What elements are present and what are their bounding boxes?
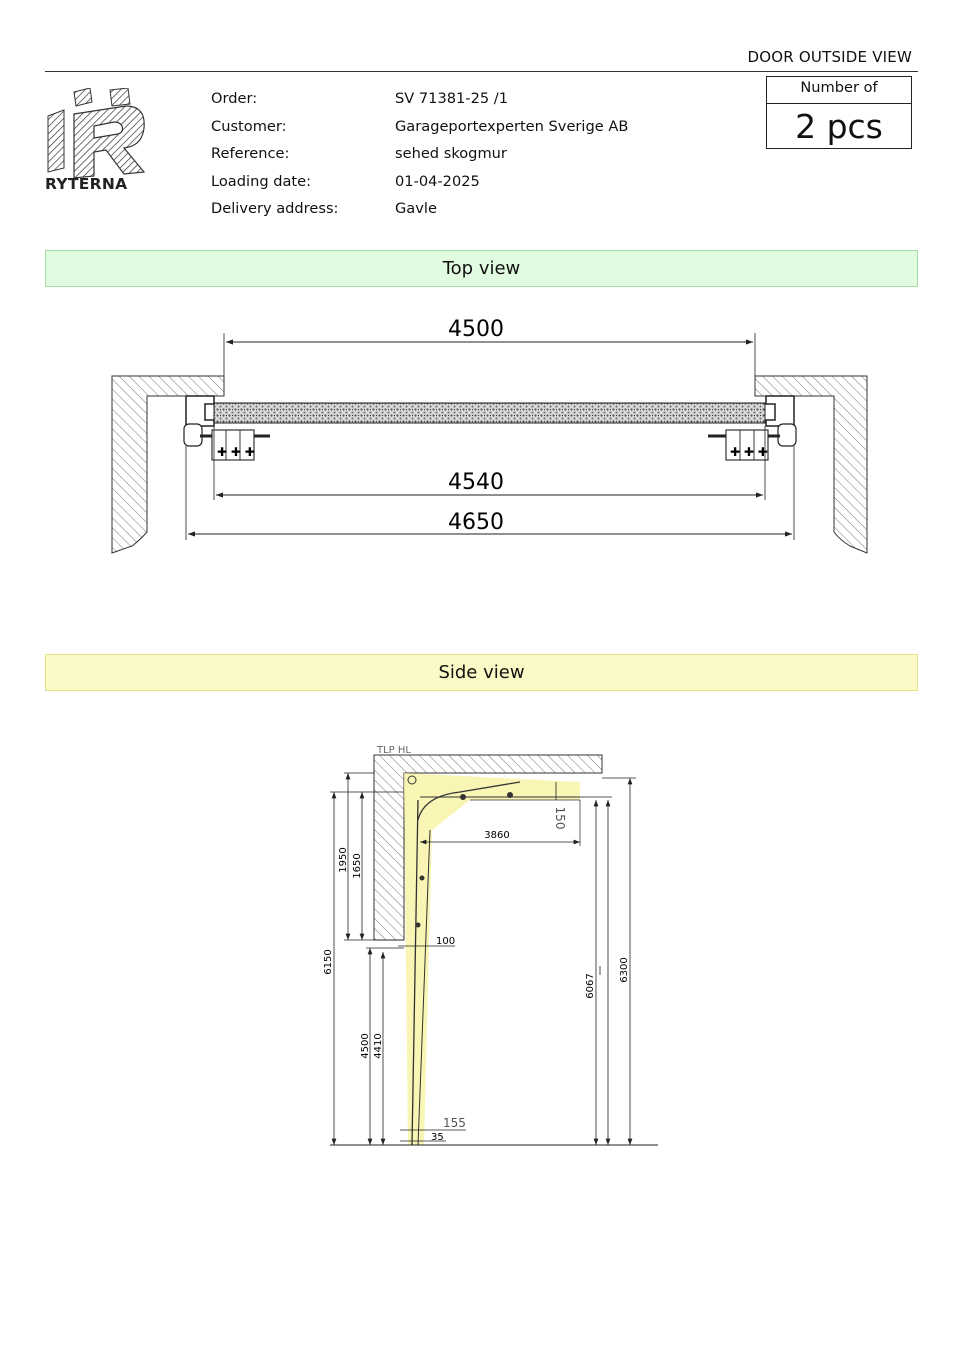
order-value: SV 71381-25 /1 <box>395 90 508 108</box>
loading-date-value: 01-04-2025 <box>395 172 480 190</box>
left-jamb <box>186 396 214 426</box>
quantity-label: Number of <box>767 77 911 104</box>
dim-6150-label: 6150 <box>323 949 334 975</box>
left-wall <box>112 376 224 553</box>
right-jamb-seal <box>778 424 796 446</box>
delivery-address-label: Delivery address: <box>211 200 339 218</box>
side-view-heading: Side view <box>45 654 918 691</box>
header-mark: TLP HL <box>377 745 411 756</box>
roller-2 <box>507 792 513 798</box>
left-jamb-seal <box>184 424 202 446</box>
dim-4540-label: 4540 <box>448 470 504 495</box>
reference-value: sehed skogmur <box>395 145 507 163</box>
dim-6067-label: 6067 <box>585 973 596 999</box>
right-jamb <box>766 396 794 426</box>
dim-4650-label: 4650 <box>448 510 504 535</box>
dim-35-label: 35 <box>431 1132 444 1143</box>
quantity-value: 2 pcs <box>795 107 883 146</box>
dim-150-label: 150 <box>553 806 567 830</box>
loading-date-label: Loading date: <box>211 172 312 190</box>
dim-4410-label: 4410 <box>373 1033 384 1059</box>
door-panel <box>214 403 765 423</box>
top-view-drawing <box>112 317 867 553</box>
roller-4 <box>416 923 421 928</box>
dim-1650-label: 1650 <box>352 853 363 879</box>
dim-100-label: 100 <box>436 936 456 947</box>
customer-label: Customer: <box>211 117 287 135</box>
dim-6300-label: 6300 <box>619 957 630 983</box>
right-wall <box>755 376 867 553</box>
document-title: DOOR OUTSIDE VIEW <box>747 48 912 66</box>
side-view-drawing <box>323 745 658 1145</box>
dim-155-label: 155 <box>443 1116 466 1130</box>
roller-1 <box>460 794 466 800</box>
dim-1950-label: 1950 <box>338 847 349 873</box>
logo-wordmark: RYTERNA <box>45 175 128 193</box>
reference-label: Reference: <box>211 145 290 163</box>
order-label: Order: <box>211 90 258 108</box>
left-bracket-bolts: ✚ ✚ ✚ <box>217 445 255 459</box>
dim-4500-side-label: 4500 <box>360 1033 371 1059</box>
right-bracket-bolts: ✚ ✚ ✚ <box>730 445 768 459</box>
dim-4500-label: 4500 <box>448 317 504 342</box>
customer-value: Garageportexperten Sverige AB <box>395 117 629 135</box>
top-view-heading: Top view <box>45 250 918 287</box>
delivery-address-value: Gavle <box>395 200 437 218</box>
roller-3 <box>420 876 425 881</box>
dim-3860-label: 3860 <box>484 830 510 841</box>
